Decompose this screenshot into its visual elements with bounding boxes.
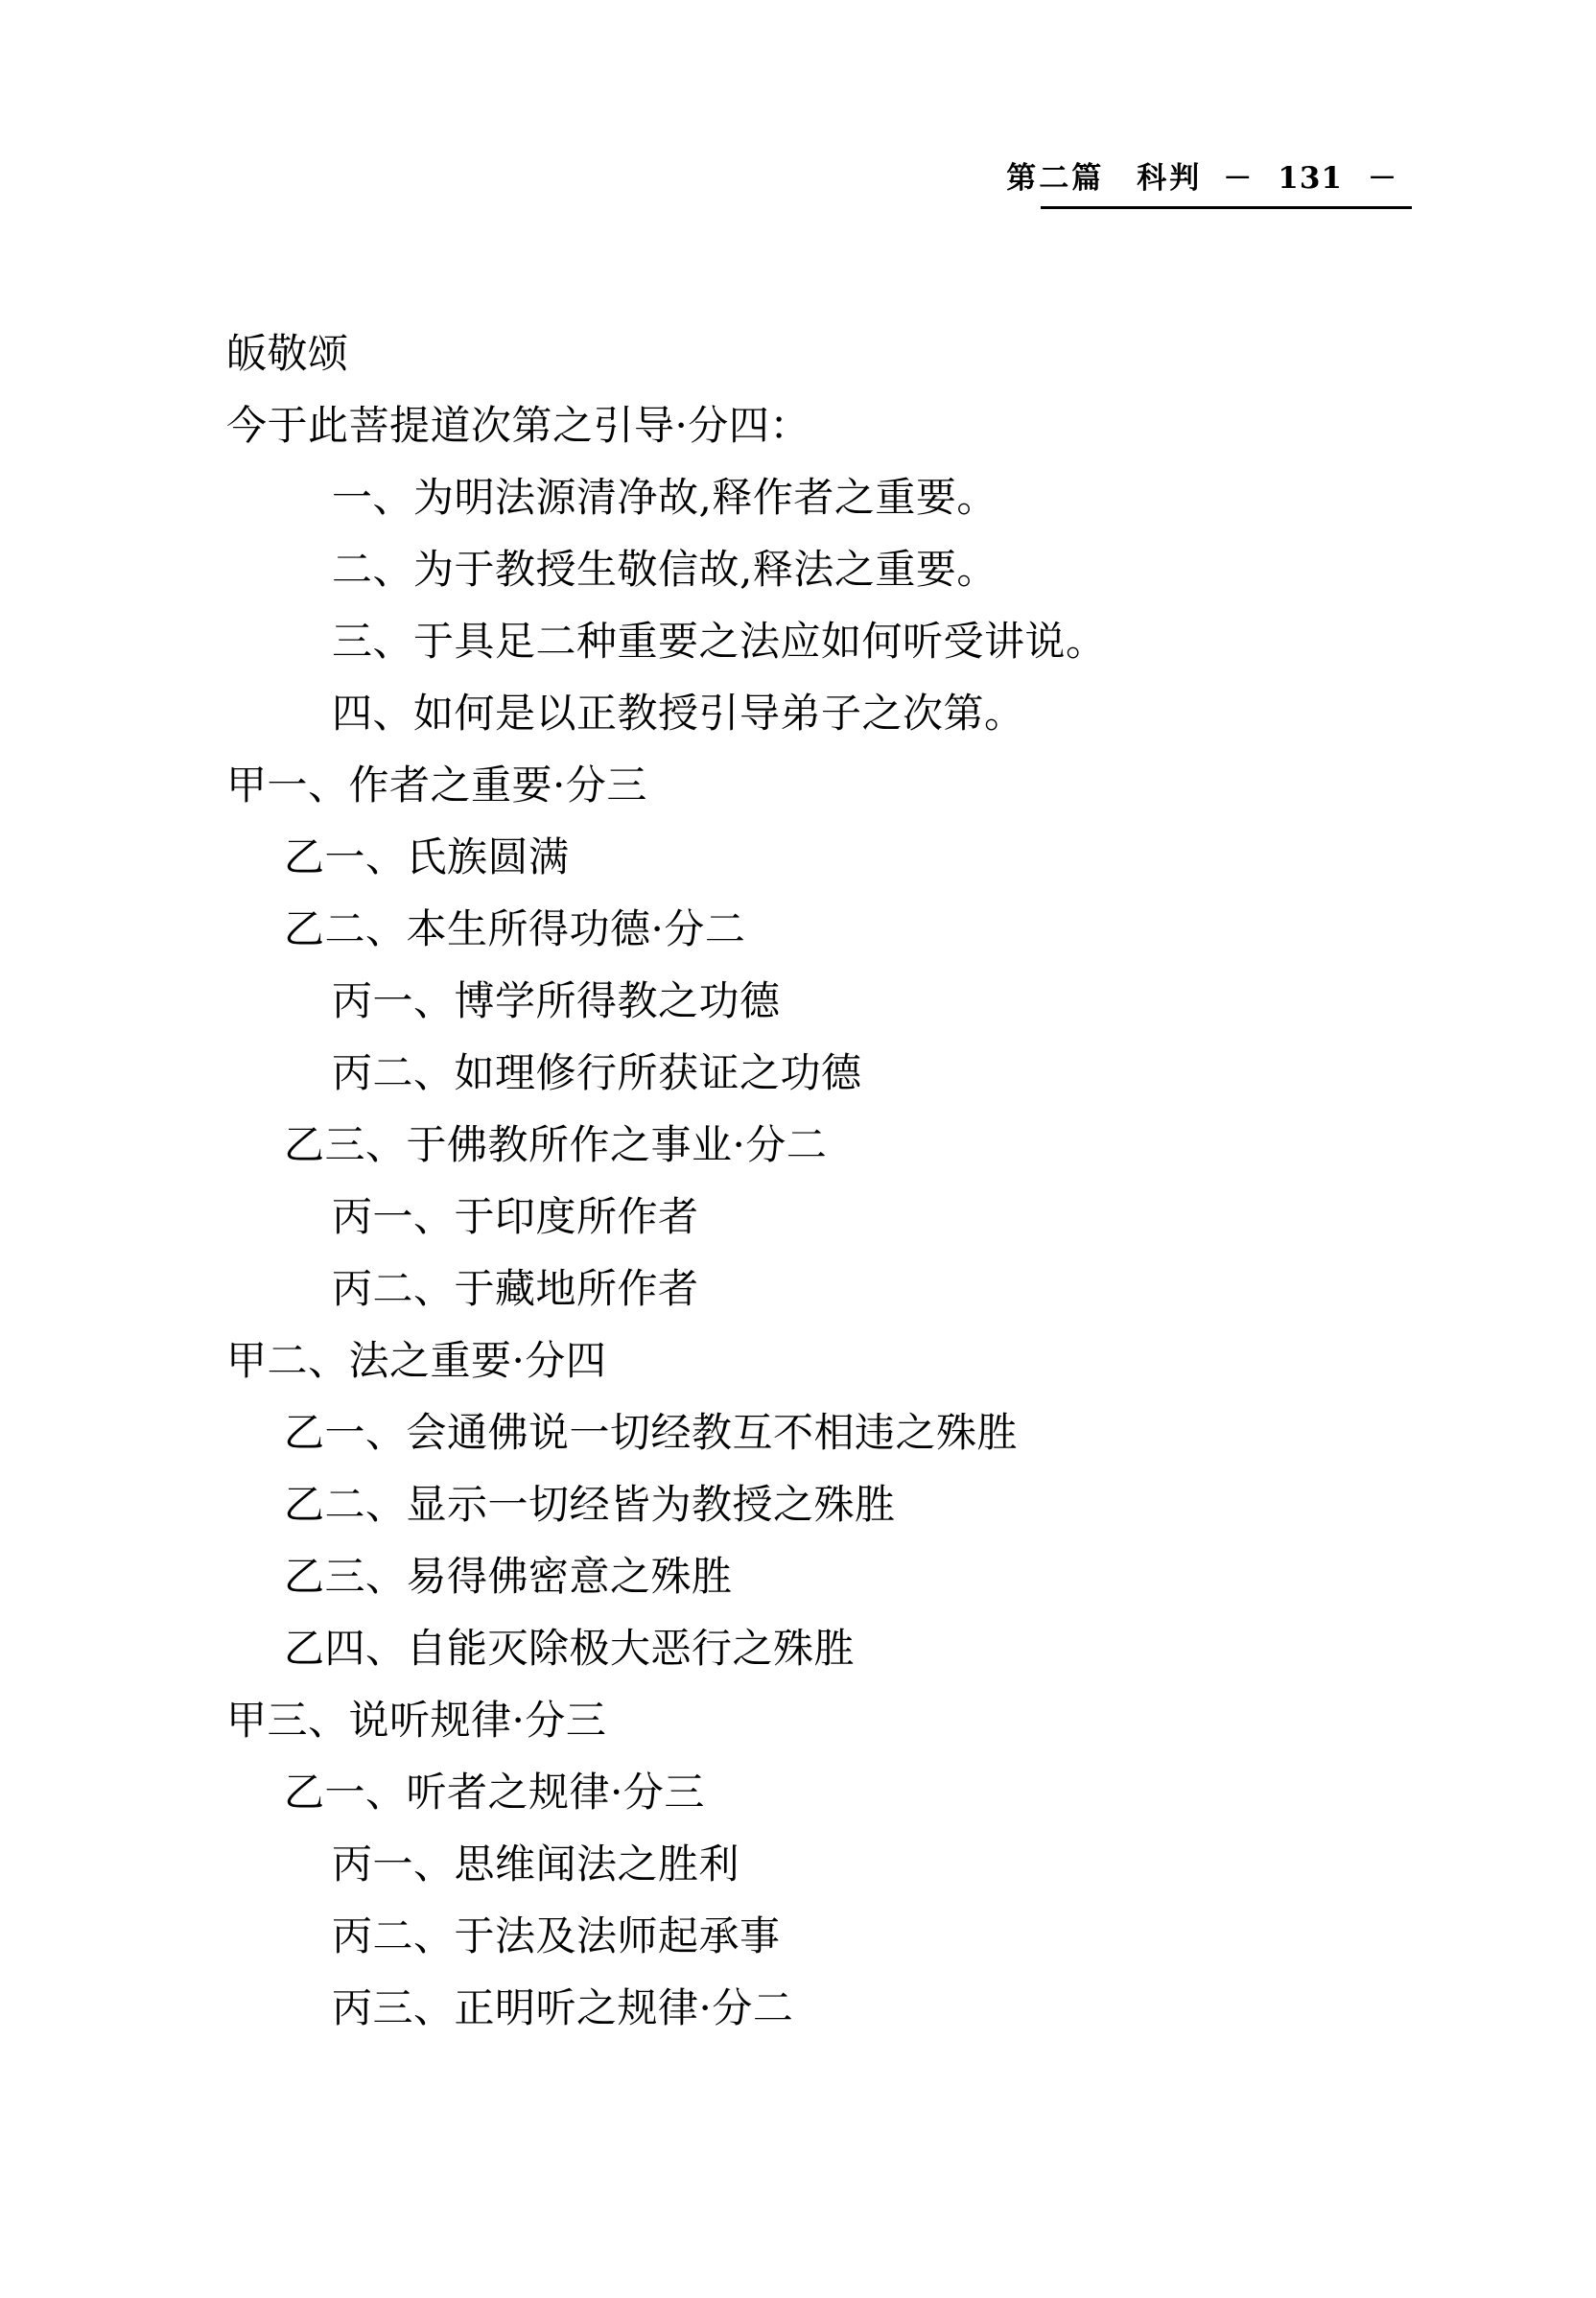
header-dash-left: －: [1223, 162, 1254, 196]
body-line: 丙一、于印度所作者: [332, 1193, 699, 1240]
header-dash-right: －: [1368, 162, 1397, 196]
body-line: 甲一、作者之重要·分三: [226, 762, 647, 809]
body-line: 丙三、正明听之规律·分二: [332, 1984, 794, 2031]
body-line: 乙四、自能灭除极大恶行之殊胜: [284, 1625, 856, 1672]
page-header: [0, 153, 1596, 197]
body-line: 二、为于教授生敬信故,释法之重要。: [332, 546, 998, 593]
body-line: 三、于具足二种重要之法应如何听受讲说。: [332, 618, 1107, 665]
body-line: 今于此菩提道次第之引导·分四：: [226, 402, 810, 449]
body-line: 乙三、易得佛密意之殊胜: [284, 1553, 733, 1600]
body-line: 乙一、氏族圆满: [284, 833, 570, 880]
body-line: 乙二、显示一切经皆为教授之殊胜: [284, 1481, 896, 1528]
body-line: 四、如何是以正教授引导弟子之次第。: [332, 690, 1025, 737]
body-line: 乙一、听者之规律·分三: [284, 1769, 705, 1816]
body-line: 乙一、会通佛说一切经教互不相违之殊胜: [284, 1409, 1019, 1456]
body-line: 乙二、本生所得功德·分二: [284, 905, 746, 952]
body-line: 皈敬颂: [226, 330, 349, 377]
body-line: 甲二、法之重要·分四: [226, 1337, 607, 1384]
body-line: 丙一、思维闻法之胜利: [332, 1841, 740, 1888]
body-line: 乙三、于佛教所作之事业·分二: [284, 1121, 828, 1168]
page-number: 131: [1278, 161, 1343, 196]
body-line: 丙二、于藏地所作者: [332, 1265, 699, 1312]
header-section-title: 第二篇 科判: [1006, 161, 1203, 196]
header-inner: [1006, 153, 1399, 197]
body-line: 丙一、博学所得教之功德: [332, 977, 781, 1024]
body-line: 甲三、说听规律·分三: [226, 1697, 607, 1744]
document-body: [226, 330, 1452, 2060]
body-line: 一、为明法源清净故,释作者之重要。: [332, 474, 998, 521]
header-divider: [1041, 206, 1412, 209]
body-line: 丙二、于法及法师起承事: [332, 1912, 781, 1959]
body-line: 丙二、如理修行所获证之功德: [332, 1049, 862, 1096]
